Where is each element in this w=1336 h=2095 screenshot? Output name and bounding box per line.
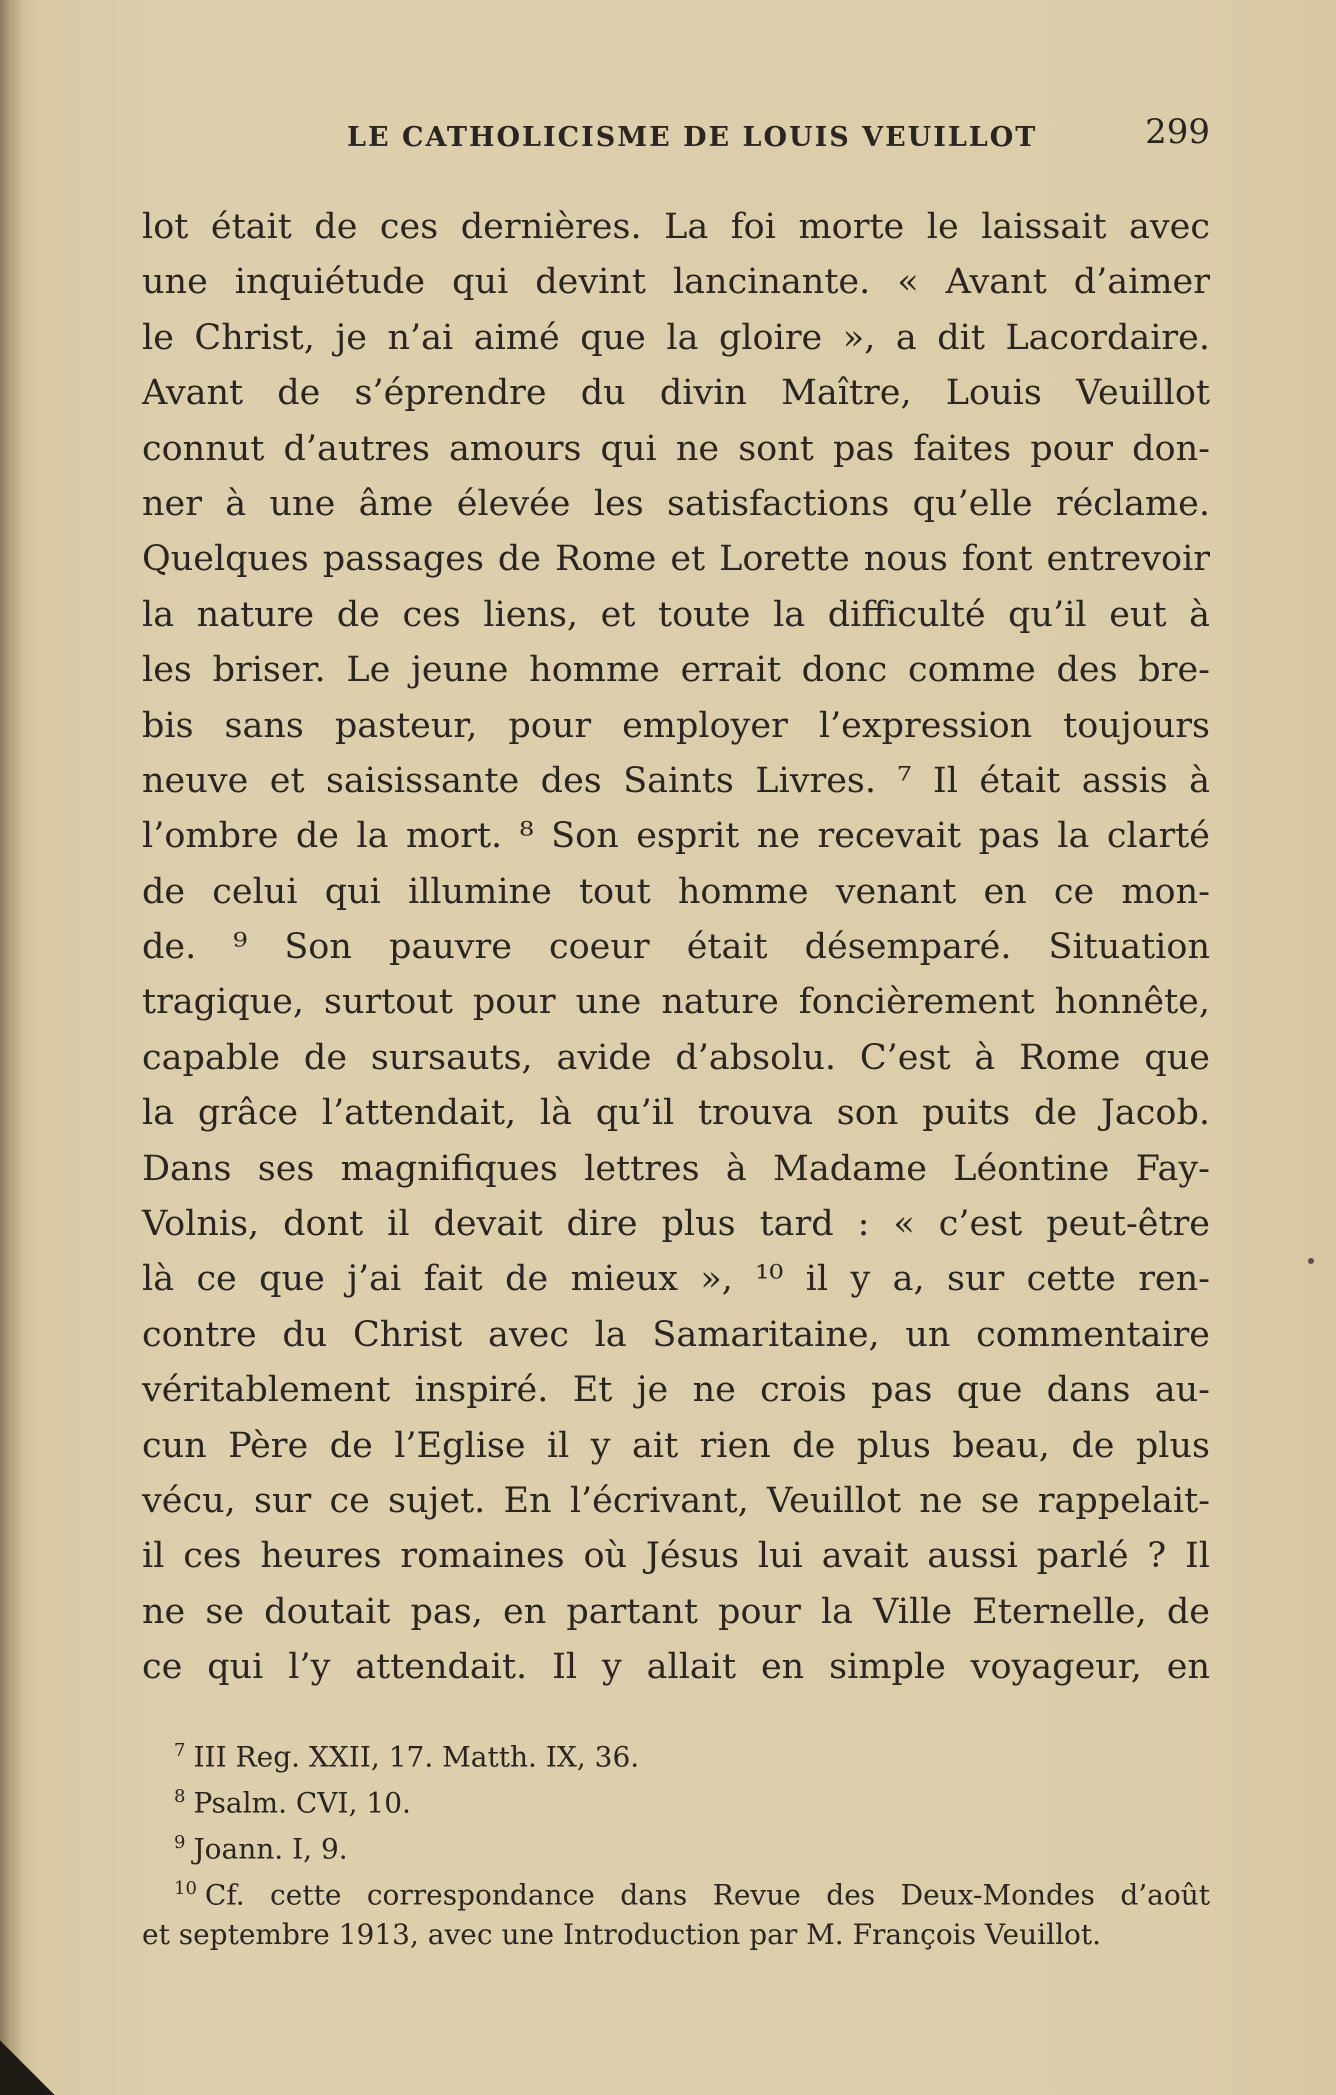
text-line: les briser. Le jeune homme errait donc comme des bre-	[142, 650, 1210, 691]
footnote-7	[142, 1728, 1210, 1774]
text-line: connut d’autres amours qui ne sont pas faites pour don-	[142, 428, 1210, 469]
text-line: une inquiétude qui devint lancinante. « Avant d’aimer	[142, 262, 1210, 303]
text-line: Volnis, dont il devait dire plus tard : « c’est peut-être	[142, 1204, 1210, 1245]
text-line: tragique, surtout pour une nature foncièrement honnête,	[142, 982, 1210, 1023]
paper-speck	[1308, 1258, 1314, 1264]
text-line: de. ⁹ Son pauvre coeur était désemparé. Situation	[142, 927, 1210, 968]
text-line: capable de sursauts, avide d’absolu. C’est à Rome que	[142, 1037, 1210, 1078]
page-header	[142, 112, 1210, 162]
text-line: ce qui l’y attendait. Il y allait en simple voyageur, en	[142, 1647, 1210, 1688]
text-line: lot était de ces dernières. La foi morte le laissait avec	[142, 207, 1210, 247]
page-binding-edge	[0, 0, 22, 2095]
footnotes	[142, 1728, 1210, 1958]
page-number: 299	[1145, 112, 1210, 152]
text-line: l’ombre de la mort. ⁸ Son esprit ne recevait pas la clarté	[142, 816, 1210, 857]
text-line: contre du Christ avec la Samaritaine, un commentaire	[142, 1314, 1210, 1355]
text-line: là ce que j’ai fait de mieux », ¹⁰ il y a, sur cette ren-	[142, 1259, 1210, 1300]
text-line: le Christ, je n’ai aimé que la gloire », a dit Lacordaire.	[142, 317, 1210, 358]
text-line: bis sans pasteur, pour employer l’expression toujours	[142, 705, 1210, 746]
text-line: Avant de s’éprendre du divin Maître, Louis Veuillot	[142, 373, 1210, 414]
text-line: la nature de ces liens, et toute la difficulté qu’il eut à	[142, 594, 1210, 635]
footnote-10-continued	[142, 1912, 1210, 1958]
text-line: Dans ses magnifiques lettres à Madame Léontine Fay-	[142, 1148, 1210, 1189]
footnote-text: Joann. I, 9.	[193, 1832, 348, 1866]
footnote-number: 9	[174, 1832, 186, 1853]
text-line: cun Père de l’Eglise il y ait rien de plus beau, de plus	[142, 1425, 1210, 1466]
text-line: véritablement inspiré. Et je ne crois pas que dans au-	[142, 1370, 1210, 1411]
text-line: ne se doutait pas, en partant pour la Ville Eternelle, de	[142, 1591, 1210, 1632]
footnote-text: Cf. cette correspondance dans Revue des Deux-Mondes d’août	[204, 1878, 1210, 1912]
text-line: la grâce l’attendait, là qu’il trouva son puits de Jacob.	[142, 1093, 1210, 1134]
footnote-10	[142, 1866, 1210, 1912]
running-head: LE CATHOLICISME DE LOUIS VEUILLOT	[347, 122, 1038, 153]
footnote-9	[142, 1820, 1210, 1866]
text-line: Quelques passages de Rome et Lorette nous font entrevoir	[142, 539, 1210, 580]
text-line: de celui qui illumine tout homme venant en ce mon-	[142, 871, 1210, 912]
text-line: ner à une âme élevée les satisfactions qu’elle réclame.	[142, 483, 1210, 524]
footnote-number: 10	[174, 1878, 197, 1899]
footnote-text: Psalm. CVI, 10.	[193, 1786, 411, 1820]
footnote-text: III Reg. XXII, 17. Matth. IX, 36.	[193, 1740, 640, 1774]
text-line: neuve et saisissante des Saints Livres. ⁷ Il était assis à	[142, 760, 1210, 801]
footnote-8	[142, 1774, 1210, 1820]
text-line: vécu, sur ce sujet. En l’écrivant, Veuillot ne se rappelait-	[142, 1480, 1210, 1521]
footnote-number: 8	[174, 1786, 186, 1807]
footnote-text: et septembre 1913, avec une Introduction par M. François Veuillot.	[142, 1918, 1102, 1951]
body-text	[142, 200, 1210, 1696]
footnote-number: 7	[174, 1740, 186, 1761]
text-line: il ces heures romaines où Jésus lui avait aussi parlé ? Il	[142, 1536, 1210, 1577]
page-corner-shadow	[0, 2035, 60, 2095]
